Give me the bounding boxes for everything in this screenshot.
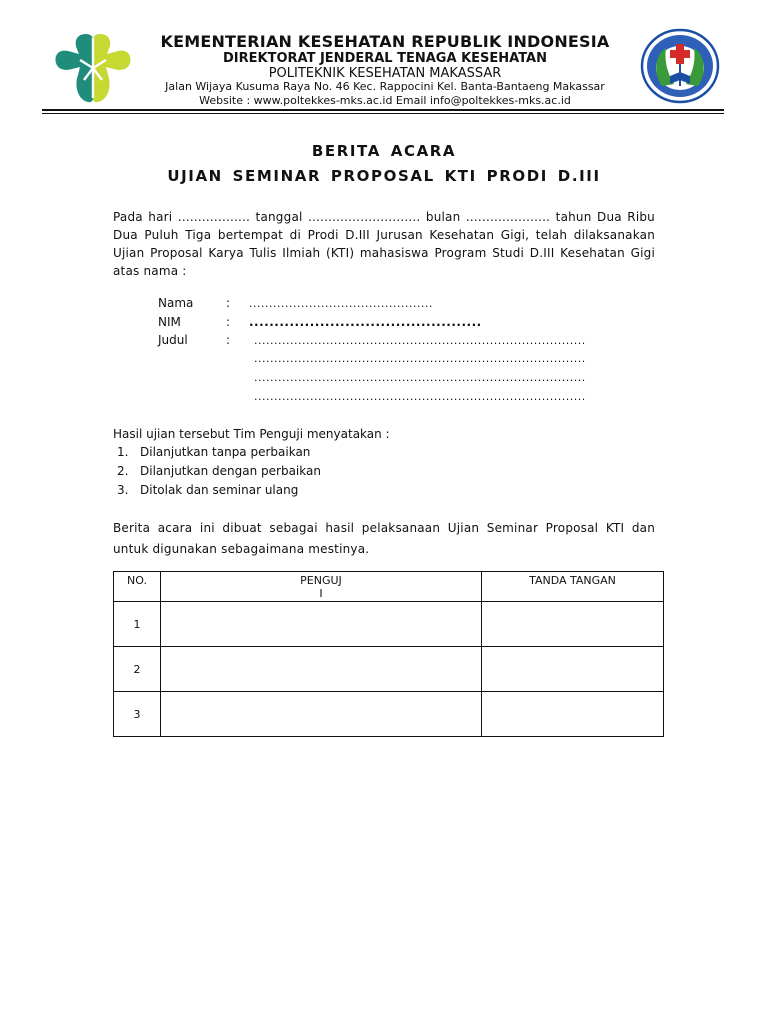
judul-line-4: ...................................................................................: [254, 390, 586, 403]
nim-label: NIM: [158, 315, 181, 329]
nama-label: Nama: [158, 296, 194, 310]
ministry-name: KEMENTERIAN KESEHATAN REPUBLIK INDONESIA: [160, 32, 610, 51]
row-number: 1: [114, 602, 161, 647]
document-subtitle: UJIAN SEMINAR PROPOSAL KTI PRODI D.III: [167, 167, 601, 185]
poltekkes-emblem: [640, 28, 720, 104]
row-number: 2: [114, 647, 161, 692]
document-title: BERITA ACARA: [311, 142, 457, 160]
intro-paragraph: Pada hari .................. tanggal ............................ bulan ..................... tahun Dua Ribu Dua Puluh Tiga bertempat di Prodi D.III Jurusan Kesehatan Gigi, telah dilaksanakan Ujian Proposal Karya Tulis Ilmiah (KTI) mahasiswa Program Studi D.III Kesehatan Gigi atas nama :: [113, 210, 655, 278]
header-penguji: [161, 572, 482, 602]
judul-line-3: ...................................................................................: [254, 371, 586, 384]
result-item-number: 1.: [117, 445, 129, 459]
judul-colon: :: [226, 333, 231, 347]
examiner-name-cell: [161, 602, 482, 647]
letterhead-rule-thick: [42, 109, 724, 111]
row-number: 3: [114, 692, 161, 737]
header-no: NO.: [114, 572, 161, 602]
header-penguji-part1: PENGUJ: [300, 574, 342, 587]
directorate-name: DIREKTORAT JENDERAL TENAGA KESEHATAN: [223, 51, 547, 66]
result-item-text: Dilanjutkan dengan perbaikan: [140, 464, 321, 478]
result-item-number: 3.: [117, 483, 129, 497]
judul-line-1: ...................................................................................: [254, 334, 586, 347]
examiner-name-cell: [161, 647, 482, 692]
institution-name: POLITEKNIK KESEHATAN MAKASSAR: [268, 66, 502, 81]
signature-cell: [482, 647, 664, 692]
signature-cell: [482, 602, 664, 647]
examiner-name-cell: [161, 692, 482, 737]
letterhead-rule-thin: [42, 113, 724, 114]
signature-cell: [482, 692, 664, 737]
institution-contact: Website : www.poltekkes-mks.ac.id Email info@poltekkes-mks.ac.id: [199, 94, 571, 107]
examiner-signature-table: [113, 571, 664, 737]
nama-value: ..............................................: [249, 297, 433, 310]
result-heading: Hasil ujian tersebut Tim Penguji menyatakan :: [113, 427, 390, 441]
table-row: [114, 602, 664, 647]
table-row: [114, 647, 664, 692]
institution-address: Jalan Wijaya Kusuma Raya No. 46 Kec. Rappocini Kel. Banta-Bantaeng Makassar: [165, 80, 605, 93]
judul-label: Judul: [158, 333, 188, 347]
table-header-row: [114, 572, 664, 602]
result-item-text: Dilanjutkan tanpa perbaikan: [140, 445, 311, 459]
header-signature: TANDA TANGAN: [482, 572, 664, 602]
header-penguji-part2: I: [319, 587, 323, 600]
nama-colon: :: [226, 296, 231, 310]
result-item-number: 2.: [117, 464, 129, 478]
nim-value: ..............................................: [249, 315, 482, 329]
ministry-logo: [50, 30, 136, 106]
table-row: [114, 692, 664, 737]
judul-line-2: ...................................................................................: [254, 352, 586, 365]
closing-paragraph: Berita acara ini dibuat sebagai hasil pelaksanaan Ujian Seminar Proposal KTI dan untuk digunakan sebagaimana mestinya.: [113, 521, 655, 556]
result-item-text: Ditolak dan seminar ulang: [140, 483, 299, 497]
nim-colon: :: [226, 315, 231, 329]
